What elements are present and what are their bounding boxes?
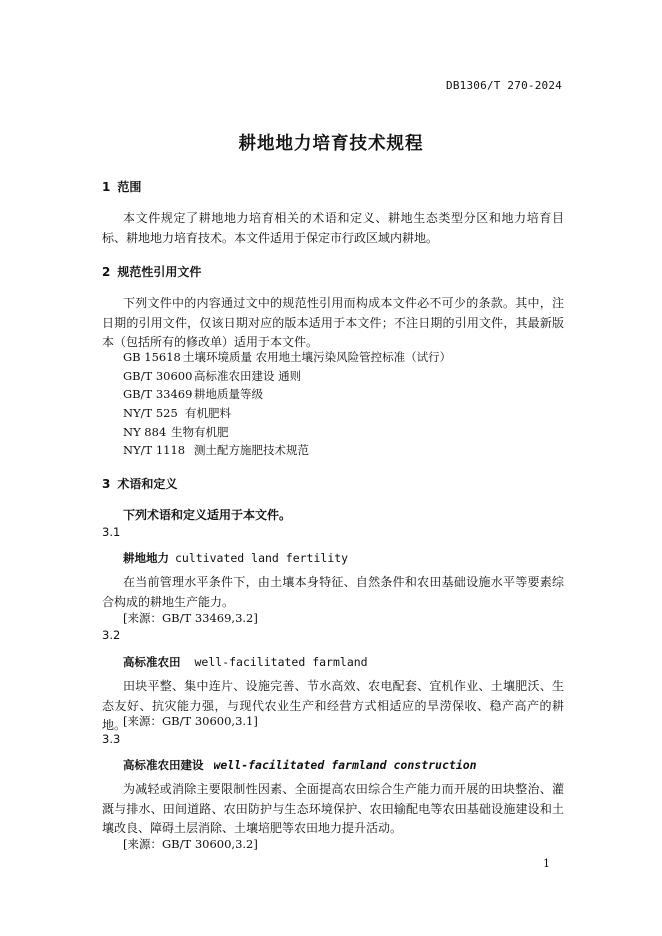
section-3-intro: 下列术语和定义适用于本文件。	[123, 508, 292, 522]
term-source: [来源：GB/T 33469,3.2]	[123, 611, 258, 625]
term-title	[123, 550, 348, 566]
reference-code: NY 884	[123, 425, 167, 439]
term-zh: 高标准农田	[123, 655, 181, 669]
term-title	[123, 757, 477, 773]
term-en: well-facilitated farmland	[194, 655, 368, 669]
reference-item	[123, 349, 451, 365]
section-number: 2	[102, 265, 111, 279]
reference-code: GB 15618	[123, 350, 181, 364]
document-title: 耕地地力培育技术规程	[238, 134, 424, 154]
section-3-heading	[102, 475, 177, 492]
reference-item	[123, 405, 231, 421]
reference-title: 耕地质量等级	[194, 387, 263, 401]
standard-code: DB1306/T 270-2024	[446, 79, 562, 92]
term-definition: 为减轻或消除主要限制性因素、全面提高农田综合生产能力而开展的田块整治、灌溉与排水、田间道路、农田防护与生态环境保护、农田输配电等农田基础设施建设和土壤改良、障碍土层消除、土壤培肥等农田地力提升活动。	[102, 782, 564, 835]
section-1-paragraph: 本文件规定了耕地地力培育相关的术语和定义、耕地生态类型分区和地力培育目标、耕地地力培育技术。本文件适用于保定市行政区域内耕地。	[102, 211, 564, 245]
term-source: [来源：GB/T 30600,3.1]	[123, 714, 258, 728]
term-number: 3.2	[102, 628, 121, 642]
reference-title: 生物有机肥	[171, 425, 229, 439]
section-title: 术语和定义	[117, 477, 178, 491]
reference-title: 土壤环境质量 农用地土壤污染风险管控标准（试行）	[183, 350, 452, 364]
reference-code: NY/T 1118	[123, 443, 186, 457]
term-zh: 高标准农田建设	[123, 758, 204, 772]
term-definition: 田块平整、集中连片、设施完善、节水高效、农电配套、宜机作业、土壤肥沃、生态友好、抗灾能力强，与现代农业生产和经营方式相适应的旱涝保收、稳产高产的耕地。	[102, 679, 564, 732]
reference-code: GB/T 33469	[123, 387, 193, 401]
term-title	[123, 654, 368, 670]
reference-code: NY/T 525	[123, 406, 178, 420]
term-number: 3.1	[102, 525, 121, 539]
reference-item	[123, 442, 309, 458]
term-zh: 耕地地力	[123, 551, 169, 565]
section-title: 范围	[117, 180, 142, 194]
section-2-paragraph: 下列文件中的内容通过文中的规范性引用而构成本文件必不可少的条款。其中，注日期的引用文件，仅该日期对应的版本适用于本文件；不注日期的引用文件，其最新版本（包括所有的修改单）适用于本文件。	[102, 296, 564, 349]
term-number: 3.3	[102, 732, 121, 746]
term-en: cultivated land fertility	[175, 551, 349, 565]
term-source: [来源：GB/T 30600,3.2]	[123, 837, 258, 851]
reference-item	[123, 368, 301, 384]
term-definition: 在当前管理水平条件下，由土壤本身特征、自然条件和农田基础设施水平等要素综合构成的耕地生产能力。	[102, 575, 564, 609]
page-number: 1	[543, 857, 550, 870]
reference-code: GB/T 30600	[123, 369, 193, 383]
section-1-heading	[102, 178, 141, 195]
reference-item	[123, 386, 263, 402]
term-en: well-facilitated farmland construction	[213, 758, 477, 772]
reference-item	[123, 424, 229, 440]
section-title: 规范性引用文件	[117, 265, 202, 279]
reference-title: 有机肥料	[185, 406, 231, 420]
section-number: 3	[102, 477, 111, 491]
reference-title: 测土配方施肥技术规范	[194, 443, 309, 457]
section-2-heading	[102, 263, 201, 280]
reference-title: 高标准农田建设 通则	[194, 369, 302, 383]
section-number: 1	[102, 180, 111, 194]
